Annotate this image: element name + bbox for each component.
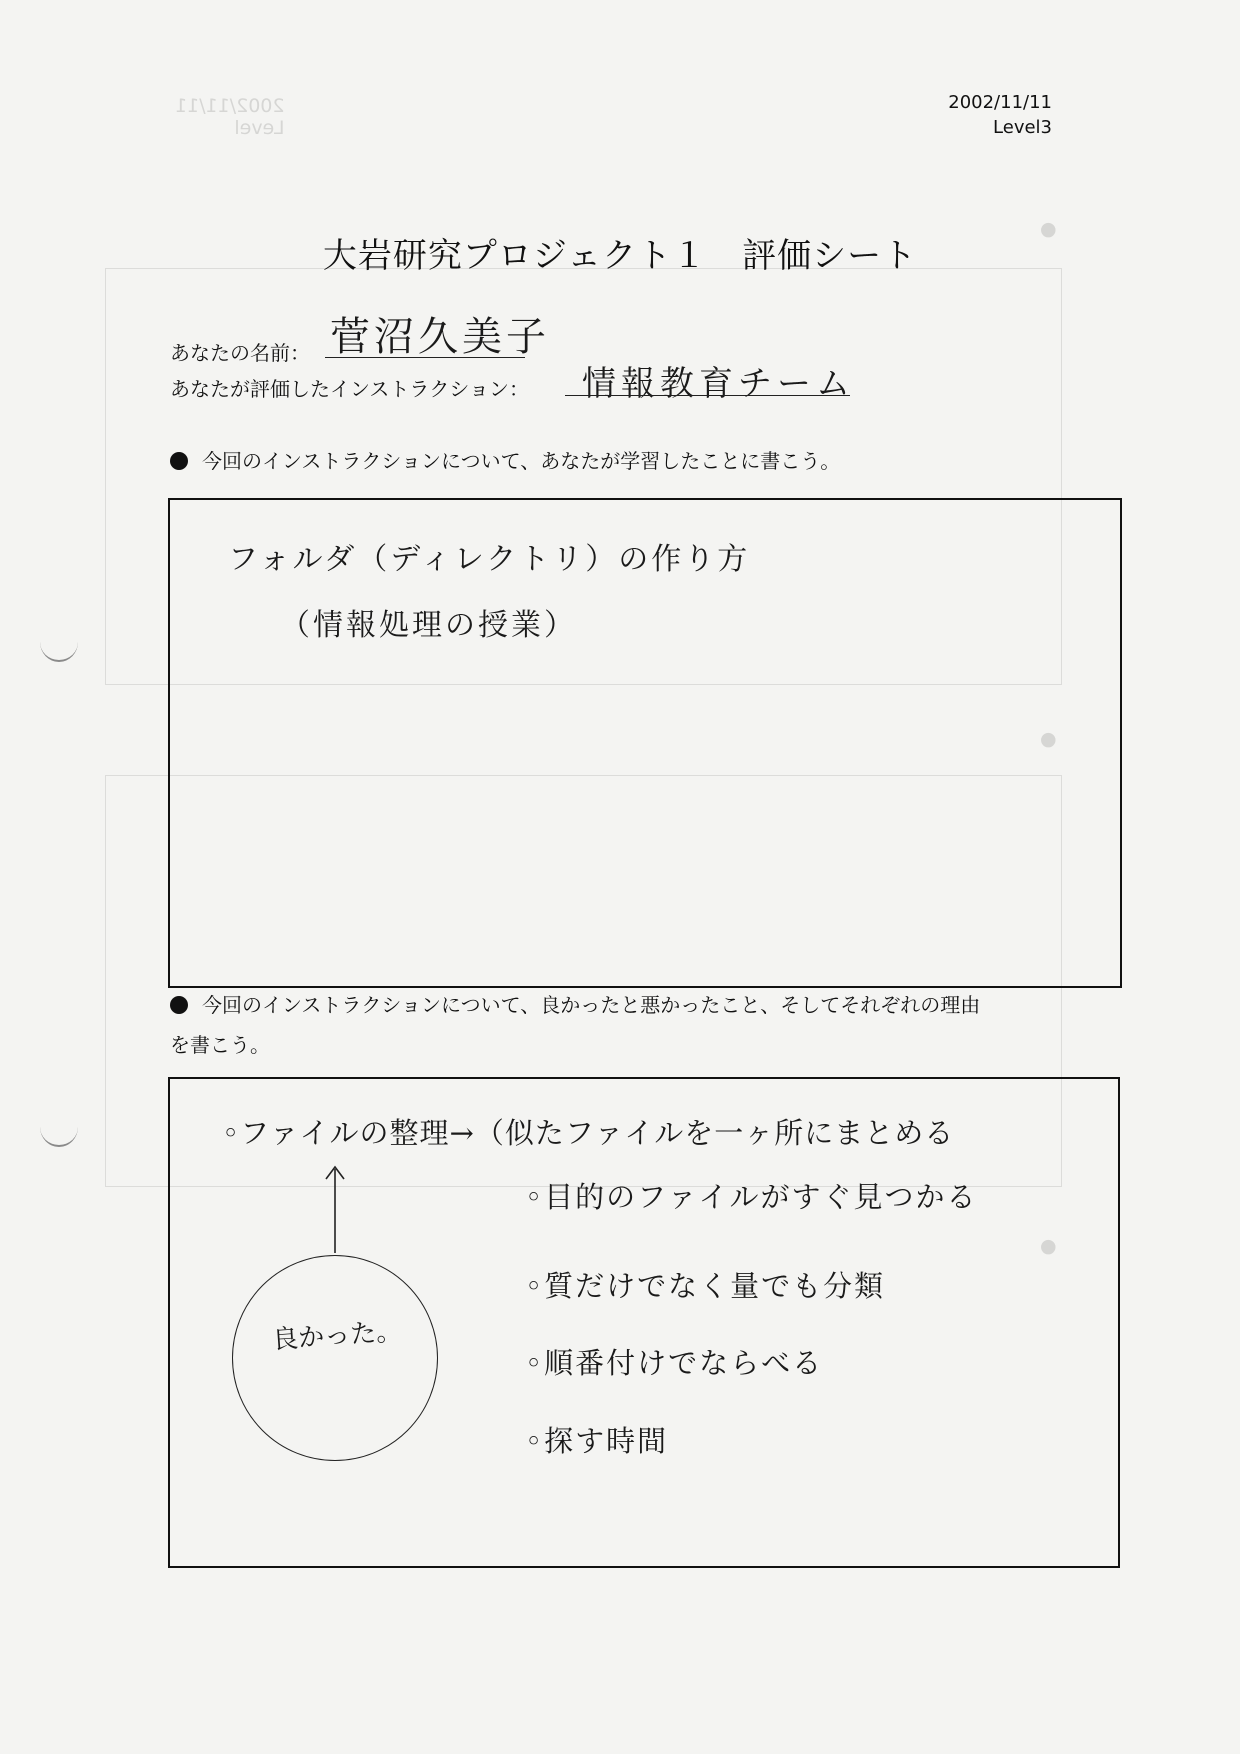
answer-2-line-5: ◦探す時間 <box>525 1424 669 1458</box>
bullet-icon <box>170 452 188 470</box>
question-2-text-line-1: 今回のインストラクションについて、良かったと悪かったこと、そしてそれぞれの理由 <box>202 993 981 1017</box>
answer-2-line-3: ◦質だけでなく量でも分類 <box>525 1269 886 1303</box>
answer-box-1 <box>168 498 1122 988</box>
question-1 <box>170 442 840 480</box>
name-handwritten: 菅沼久美子 <box>330 314 550 360</box>
name-label: あなたの名前： <box>170 341 310 365</box>
bleed-through-text: 2002/11/11 Level <box>175 95 285 139</box>
instruction-underline <box>565 395 850 396</box>
answer-2-line-4: ◦順番付けでならべる <box>525 1346 824 1380</box>
good-points-circle <box>232 1255 438 1461</box>
answer-box-2 <box>168 1077 1120 1568</box>
question-2 <box>170 986 980 1024</box>
question-2-continued <box>170 1026 270 1064</box>
answer-2-line-2: ◦目的のファイルがすぐ見つかる <box>525 1180 978 1214</box>
question-2-text-line-2: を書こう。 <box>170 1033 270 1057</box>
bullet-icon <box>170 996 188 1014</box>
question-1-text: 今回のインストラクションについて、あなたが学習したことに書こう。 <box>202 449 841 473</box>
bleed-through-dot: ● <box>1040 1235 1057 1257</box>
bleed-through-dot: ● <box>1040 218 1057 240</box>
name-underline <box>325 357 525 358</box>
punch-hole <box>40 1107 78 1147</box>
level-label: Level3 <box>993 117 1052 138</box>
bleed-through-dot: ● <box>1040 728 1057 750</box>
page-title: 大岩研究プロジェクト１ 評価シート <box>322 236 918 276</box>
answer-1-line-2: （情報処理の授業） <box>280 608 577 643</box>
arrow-icon <box>320 1163 350 1255</box>
date-stamp: 2002/11/11 <box>948 92 1052 113</box>
instruction-label: あなたが評価したインストラクション： <box>170 377 529 401</box>
answer-2-line-1: ◦ファイルの整理→（似たファイルを一ヶ所にまとめる <box>222 1116 955 1150</box>
circle-label: 良かった。 <box>271 1316 404 1356</box>
answer-1-line-1: フォルダ（ディレクトリ）の作り方 <box>228 542 751 577</box>
punch-hole <box>40 622 78 662</box>
instruction-handwritten: 情報教育チーム <box>582 364 855 404</box>
